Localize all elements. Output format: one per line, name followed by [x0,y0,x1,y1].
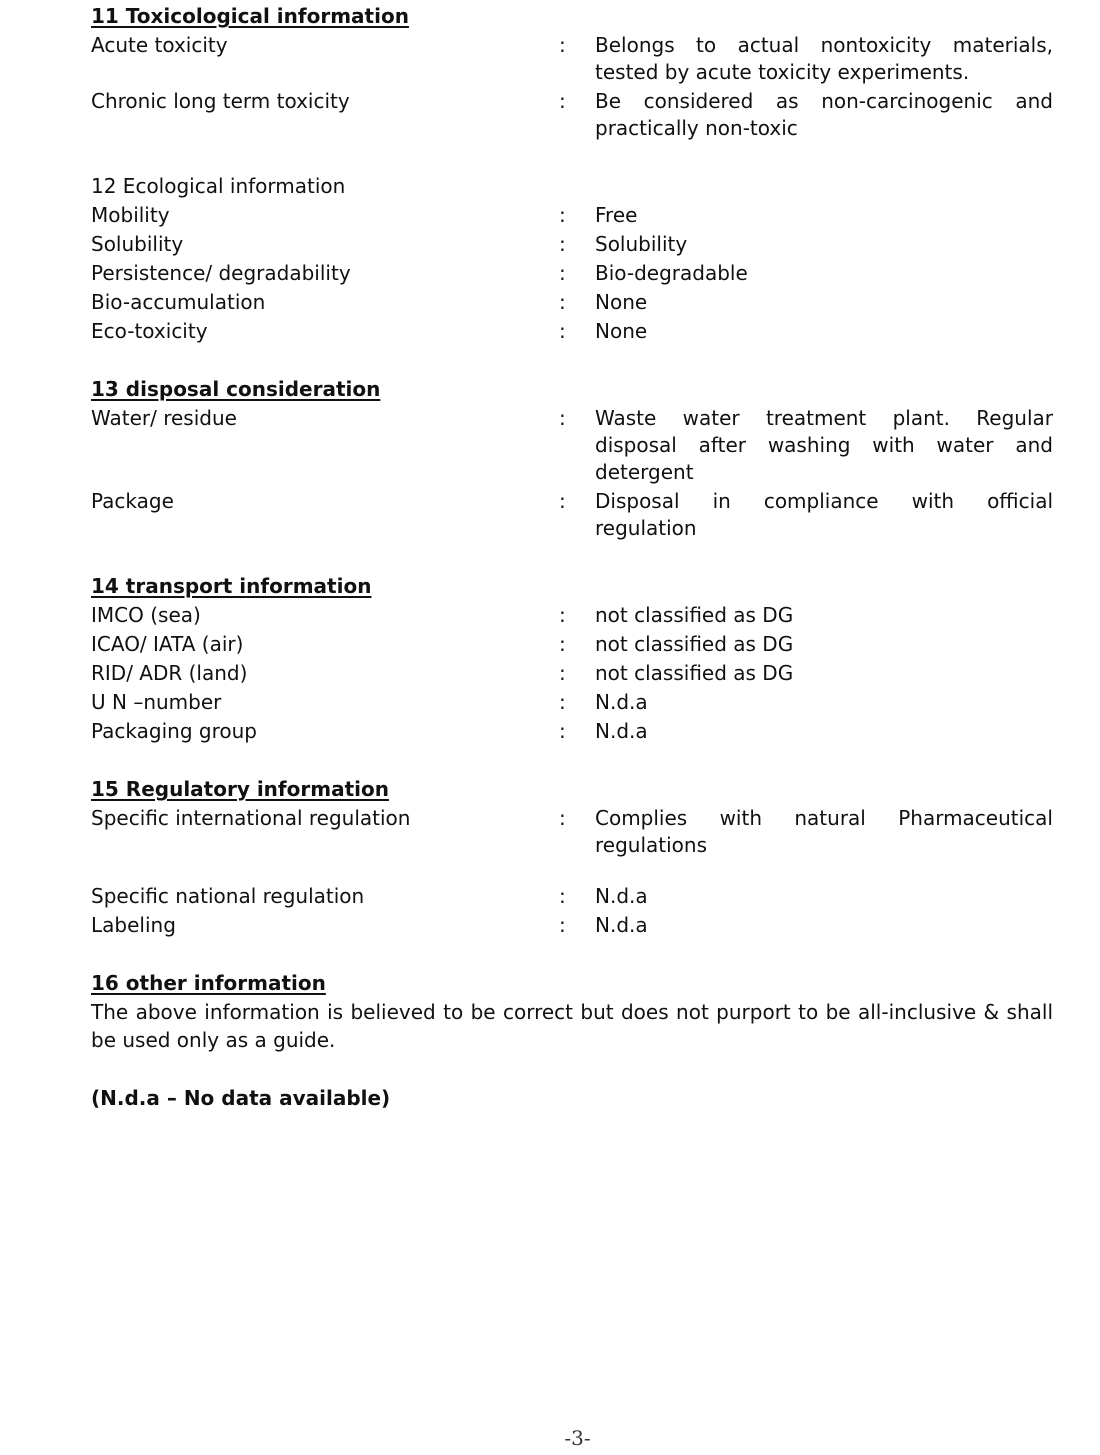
section-heading: 13 disposal consideration [91,377,381,401]
field-separator: : [559,261,566,285]
field-separator: : [559,884,566,908]
field-label: Package [91,489,174,513]
field-row [91,288,1053,317]
field-label: Eco-toxicity [91,319,208,343]
field-separator: : [559,319,566,343]
field-label: Persistence/ degradability [91,261,351,285]
field-separator: : [559,33,566,57]
field-value: Waste water treatment plant. Regular disposal after washing with water and detergent [595,406,1053,484]
document-body [91,2,1053,1113]
field-label: Solubility [91,232,184,256]
field-label: Packaging group [91,719,257,743]
field-separator: : [559,690,566,714]
field-row [91,31,1053,87]
field-separator: : [559,489,566,513]
field-separator: : [559,719,566,743]
field-separator: : [559,232,566,256]
field-row [91,688,1053,717]
field-value: Be considered as non-carcinogenic and practically non-toxic [595,89,1053,140]
field-row [91,659,1053,688]
field-row [91,404,1053,487]
field-row [91,882,1053,911]
field-value: not classified as DG [595,661,794,685]
field-row [91,804,1053,860]
field-row [91,717,1053,746]
field-row [91,201,1053,230]
field-separator: : [559,913,566,937]
section-heading: 12 Ecological information [91,174,346,198]
field-value: None [595,319,648,343]
field-row [91,87,1053,143]
field-separator: : [559,806,566,830]
field-separator: : [559,661,566,685]
section-heading: 15 Regulatory information [91,777,389,801]
section-transport [91,572,1053,746]
field-value: not classified as DG [595,632,794,656]
field-label: Acute toxicity [91,33,228,57]
field-value: Complies with natural Pharmaceutical regulations [595,806,1053,857]
field-label: IMCO (sea) [91,603,201,627]
field-row [91,911,1053,940]
page-number: -3- [564,1426,591,1450]
field-value: not classified as DG [595,603,794,627]
field-label: U N –number [91,690,222,714]
section-other [91,969,1053,1113]
field-value: None [595,290,648,314]
field-label: RID/ ADR (land) [91,661,248,685]
field-value: Free [595,203,638,227]
field-separator: : [559,632,566,656]
field-value: Solubility [595,232,688,256]
section-toxicological [91,2,1053,143]
section-regulatory [91,775,1053,940]
field-row [91,317,1053,346]
field-row [91,259,1053,288]
field-separator: : [559,203,566,227]
field-separator: : [559,406,566,430]
field-value: N.d.a [595,719,648,743]
field-value: Disposal in compliance with official regulation [595,489,1053,540]
field-row [91,601,1053,630]
section-ecological [91,172,1053,346]
field-value: N.d.a [595,690,648,714]
abbreviation-note: (N.d.a – No data available) [91,1086,391,1110]
field-label: Specific international regulation [91,806,411,830]
field-separator: : [559,603,566,627]
field-label: Water/ residue [91,406,237,430]
field-separator: : [559,290,566,314]
section-disposal [91,375,1053,543]
field-label: Labeling [91,913,176,937]
field-label: Specific national regulation [91,884,365,908]
field-value: Belongs to actual nontoxicity materials, tested by acute toxicity experiments. [595,33,1053,84]
field-row [91,487,1053,543]
field-row [91,630,1053,659]
field-row [91,230,1053,259]
field-value: N.d.a [595,884,648,908]
field-separator: : [559,89,566,113]
field-value: Bio-degradable [595,261,748,285]
other-information-text: The above information is believed to be correct but does not purport to be all-inclusive & shall be used only as a guide. [91,1000,1053,1052]
field-value: N.d.a [595,913,648,937]
section-heading: 16 other information [91,971,326,995]
field-label: ICAO/ IATA (air) [91,632,244,656]
section-heading: 14 transport information [91,574,372,598]
field-label: Bio-accumulation [91,290,266,314]
field-label: Mobility [91,203,170,227]
field-label: Chronic long term toxicity [91,89,350,113]
section-heading: 11 Toxicological information [91,4,409,28]
